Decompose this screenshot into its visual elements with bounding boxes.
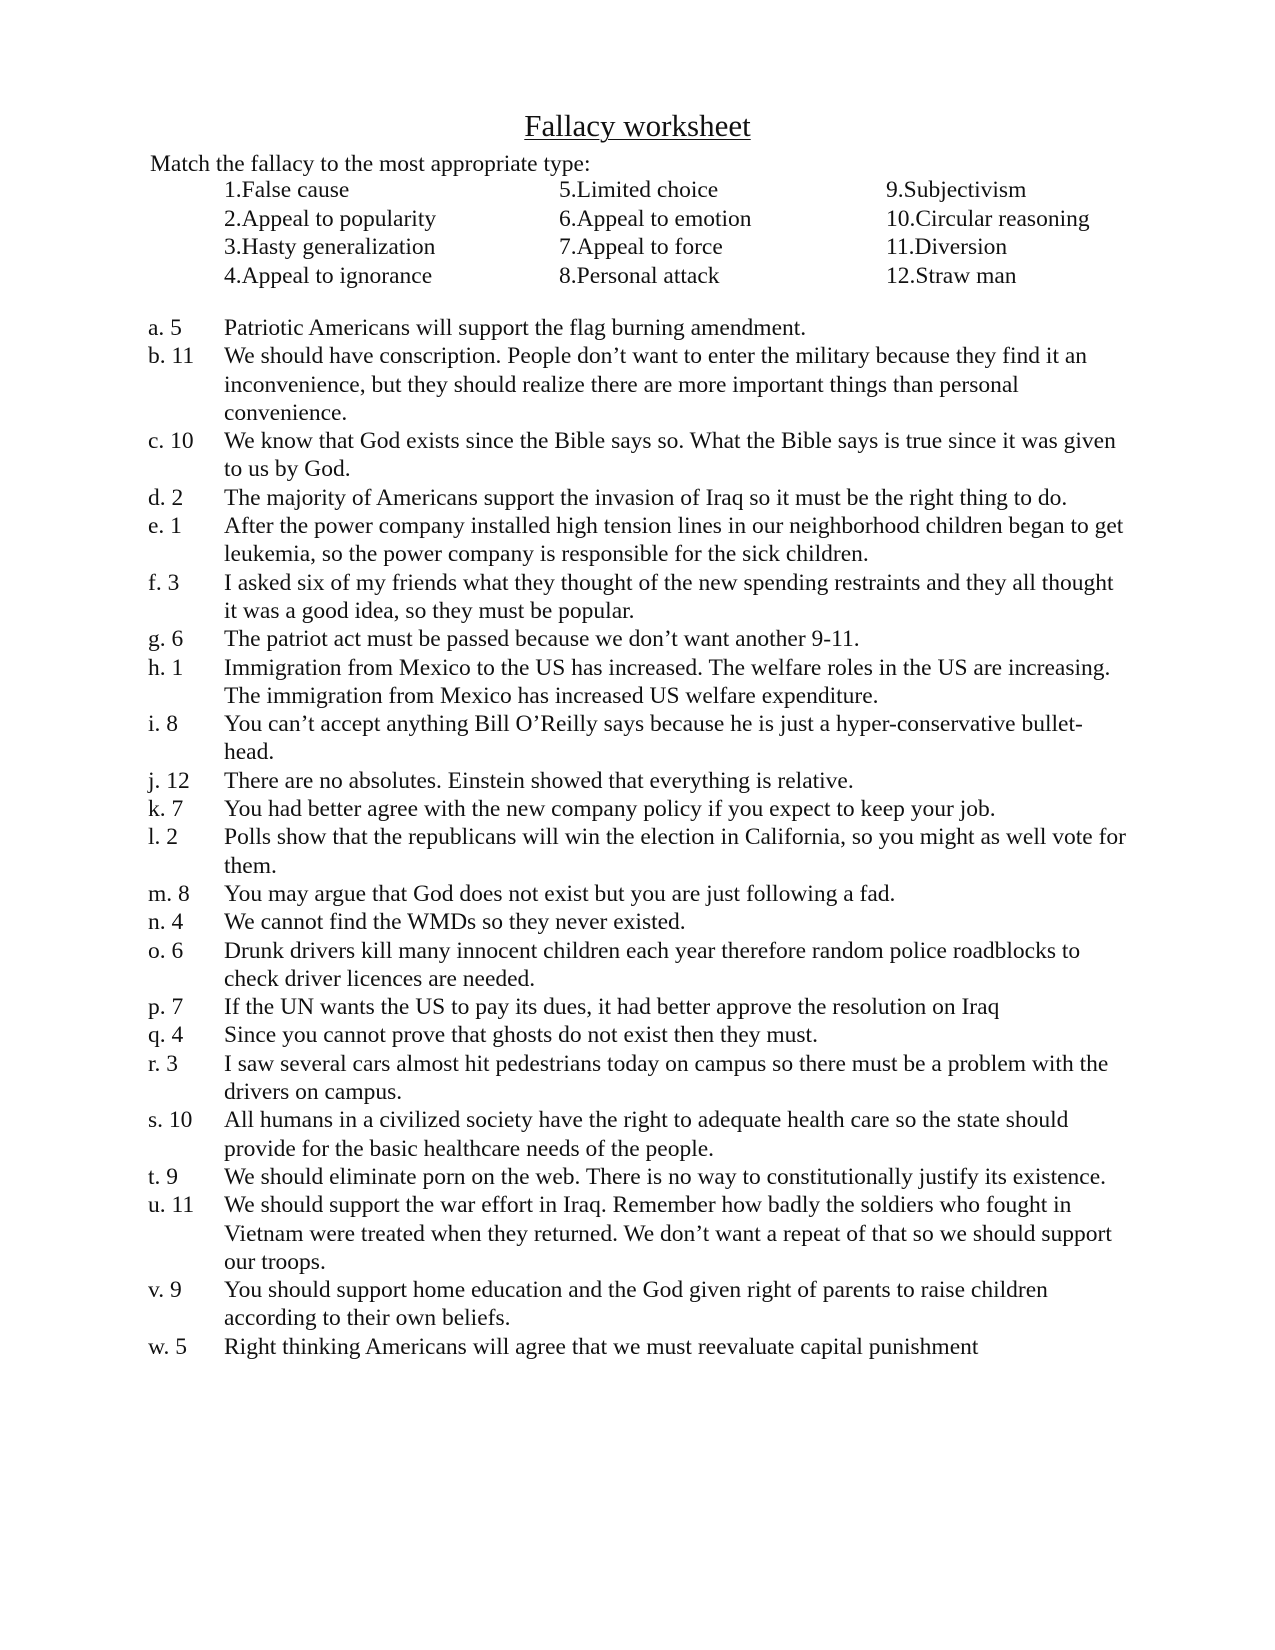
fallacy-types-column-1 [224, 176, 436, 291]
fallacy-type: 4.Appeal to ignorance [224, 263, 433, 290]
item-label: r. 3 [148, 1050, 179, 1077]
fallacy-type: 11.Diversion [886, 234, 1008, 261]
item-label: d. 2 [148, 484, 184, 511]
list-item [148, 314, 1128, 342]
item-text: We should eliminate porn on the web. There is no way to constitutionally justify its existence. [224, 1163, 1107, 1190]
item-label: o. 6 [148, 937, 184, 964]
item-text: Since you cannot prove that ghosts do not exist then they must. [224, 1022, 818, 1049]
item-text: You had better agree with the new company policy if you expect to keep your job. [224, 796, 996, 823]
item-text: After the power company installed high tension lines in our neighborhood children began to get leukemia, so the power company is responsible for the sick children. [224, 513, 1124, 568]
item-label: l. 2 [148, 824, 179, 851]
list-item [148, 1050, 1128, 1107]
fallacy-type: 10.Circular reasoning [886, 205, 1090, 232]
item-text: Immigration from Mexico to the US has increased. The welfare roles in the US are increasing. The immigration from Mexico has increased US welfare expenditure. [224, 654, 1111, 709]
item-text: Drunk drivers kill many innocent children each year therefore random police roadblocks to check driver licences are needed. [224, 937, 1081, 992]
item-label: m. 8 [148, 880, 190, 907]
item-label: t. 9 [148, 1163, 179, 1190]
item-label: b. 11 [148, 343, 195, 370]
item-label: e. 1 [148, 513, 182, 540]
list-item [148, 1276, 1128, 1333]
list-item [148, 342, 1128, 427]
fallacy-types-column-2 [559, 176, 752, 291]
item-text: There are no absolutes. Einstein showed that everything is relative. [224, 767, 854, 794]
item-text: I saw several cars almost hit pedestrians today on campus so there must be a problem with the drivers on campus. [224, 1050, 1109, 1106]
item-label: w. 5 [148, 1333, 187, 1360]
fallacy-type: 1.False cause [224, 177, 350, 203]
fallacy-type: 3.Hasty generalization [224, 234, 436, 261]
list-item [148, 484, 1128, 512]
item-label: k. 7 [148, 796, 184, 823]
item-label: c. 10 [148, 428, 194, 455]
list-item [148, 993, 1128, 1021]
list-item [148, 512, 1128, 569]
item-label: q. 4 [148, 1022, 184, 1049]
item-text: The majority of Americans support the invasion of Iraq so it must be the right thing to do. [224, 484, 1068, 511]
item-label: v. 9 [148, 1277, 182, 1304]
fallacy-type: 6.Appeal to emotion [559, 205, 752, 232]
item-text: Patriotic Americans will support the flag burning amendment. [224, 315, 807, 341]
page-title-text: Fallacy worksheet [524, 108, 751, 143]
list-item [148, 427, 1128, 484]
list-item [148, 1021, 1128, 1049]
item-label: n. 4 [148, 909, 184, 936]
list-item [148, 795, 1128, 823]
list-item [148, 1191, 1128, 1276]
list-item [148, 625, 1128, 653]
item-text: You can’t accept anything Bill O’Reilly says because he is just a hyper-conservative bullet-head. [224, 711, 1083, 766]
list-item [148, 1106, 1128, 1163]
item-text: Right thinking Americans will agree that we must reevaluate capital punishment [224, 1333, 979, 1360]
list-item [148, 880, 1128, 908]
list-item [148, 908, 1128, 936]
item-text: We should have conscription. People don’t want to enter the military because they find it an inconvenience, but they should realize there are more important things than personal convenience. [224, 343, 1088, 426]
fallacy-type: 7.Appeal to force [559, 234, 723, 261]
item-text: All humans in a civilized society have the right to adequate health care so the state should provide for the basic healthcare needs of the people. [224, 1107, 1069, 1162]
item-label: s. 10 [148, 1107, 193, 1134]
item-text: The patriot act must be passed because we don’t want another 9-11. [224, 626, 860, 653]
item-label: g. 6 [148, 626, 184, 653]
list-item [148, 1163, 1128, 1191]
fallacy-types-column-3 [886, 176, 1090, 291]
list-item [148, 767, 1128, 795]
list-item [148, 710, 1128, 767]
item-text: I asked six of my friends what they thought of the new spending restraints and they all thought it was a good idea, so they must be popular. [224, 569, 1114, 624]
item-label: p. 7 [148, 994, 184, 1021]
fallacy-examples-list [148, 314, 1128, 1361]
instructions: Match the fallacy to the most appropriate type: [150, 151, 591, 177]
fallacy-type: 5.Limited choice [559, 177, 719, 203]
item-text: You should support home education and the God given right of parents to raise children according to their own beliefs. [224, 1277, 1048, 1332]
item-text: If the UN wants the US to pay its dues, it had better approve the resolution on Iraq [224, 994, 1000, 1021]
item-text: Polls show that the republicans will win the election in California, so you might as well vote for them. [224, 824, 1126, 879]
item-label: f. 3 [148, 569, 180, 596]
item-text: We cannot find the WMDs so they never existed. [224, 909, 686, 936]
item-label: h. 1 [148, 654, 184, 681]
item-label: j. 12 [148, 767, 190, 794]
item-text: You may argue that God does not exist but you are just following a fad. [224, 880, 896, 907]
item-text: We should support the war effort in Iraq. Remember how badly the soldiers who fought in Vietnam were treated when they returned. We don’t want a repeat of that so we should support our troops. [224, 1192, 1112, 1275]
page-title [0, 108, 1275, 144]
fallacy-type: 2.Appeal to popularity [224, 205, 437, 232]
list-item [148, 1333, 1128, 1361]
fallacy-type: 9.Subjectivism [886, 177, 1027, 203]
list-item [148, 569, 1128, 626]
fallacy-type: 8.Personal attack [559, 263, 720, 290]
list-item [148, 823, 1128, 880]
item-label: u. 11 [148, 1192, 195, 1219]
fallacy-type: 12.Straw man [886, 263, 1017, 290]
item-text: We know that God exists since the Bible says so. What the Bible says is true since it was given to us by God. [224, 428, 1116, 483]
list-item [148, 937, 1128, 994]
item-label: i. 8 [148, 711, 179, 738]
list-item [148, 654, 1128, 711]
item-label: a. 5 [148, 315, 182, 341]
